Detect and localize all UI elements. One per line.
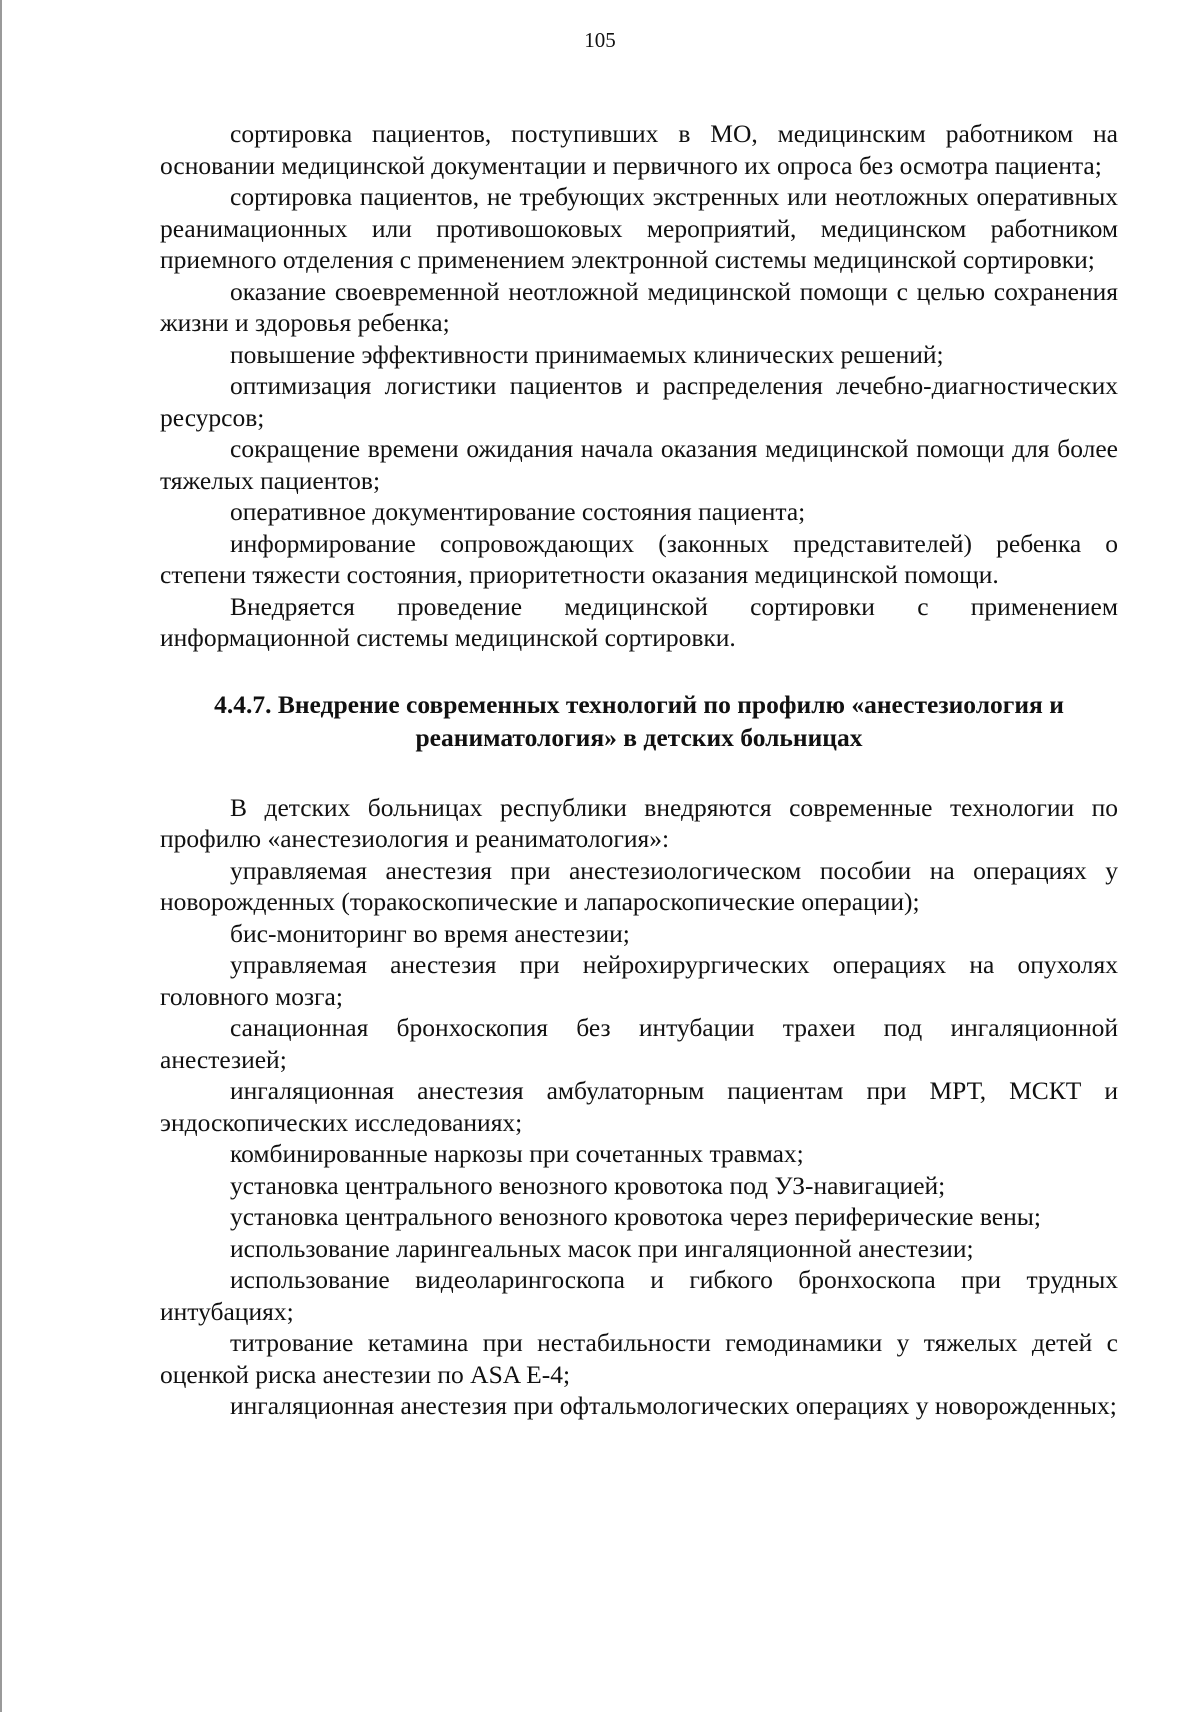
paragraph: титрование кетамина при нестабильности гемодинамики у тяжелых детей с оценкой риска анестезии по ASA E-4;	[160, 1328, 1118, 1389]
paragraph: оказание своевременной неотложной медицинской помощи с целью сохранения жизни и здоровья ребенка;	[160, 276, 1118, 337]
page-number: 105	[584, 28, 616, 52]
paragraph: оптимизация логистики пациентов и распределения лечебно-диагностических ресурсов;	[160, 371, 1118, 432]
section-heading-line: реаниматология» в детских больницах	[415, 722, 863, 752]
paragraph: использование видеоларингоскопа и гибкого бронхоскопа при трудных интубациях;	[160, 1265, 1118, 1326]
paragraph: сортировка пациентов, не требующих экстренных или неотложных оперативных реанимационных или противошоковых мероприятий, медицинском работником приемного отделения с применением электронной системы медицинской сортировки;	[160, 182, 1118, 274]
paragraph: ингаляционная анестезия при офтальмологических операциях у новорожденных;	[230, 1391, 1117, 1420]
paragraph: использование ларингеальных масок при ингаляционной анестезии;	[230, 1233, 974, 1263]
paragraph: комбинированные наркозы при сочетанных травмах;	[230, 1139, 804, 1168]
paragraph: установка центрального венозного кровотока под УЗ-навигацией;	[230, 1170, 946, 1200]
paragraph: сортировка пациентов, поступивших в МО, медицинским работником на основании медицинской документации и первичного их опроса без осмотра пациента;	[160, 119, 1118, 180]
paragraph: В детских больницах республики внедряются современные технологии по профилю «анестезиология и реаниматология»:	[160, 792, 1118, 853]
document-body	[160, 118, 1118, 1422]
paragraph: Внедряется проведение медицинской сортировки с применением информационной системы медицинской сортировки.	[160, 591, 1118, 652]
paragraph: бис-мониторинг во время анестезии;	[230, 918, 630, 948]
paragraph: информирование сопровождающих (законных представителей) ребенка о степени тяжести состояния, приоритетности оказания медицинской помощи.	[160, 528, 1118, 589]
paragraph: повышение эффективности принимаемых клинических решений;	[230, 339, 944, 369]
paragraph: оперативное документирование состояния пациента;	[230, 497, 806, 526]
paragraph: санационная бронхоскопия без интубации трахеи под ингаляционной анестезией;	[160, 1013, 1118, 1074]
scan-edge	[0, 0, 2, 1712]
paragraph: ингаляционная анестезия амбулаторным пациентам при МРТ, МСКТ и эндоскопических исследованиях;	[160, 1076, 1118, 1137]
paragraph: управляемая анестезия при анестезиологическом пособии на операциях у новорожденных (торакоскопические и лапароскопические операции);	[160, 855, 1118, 916]
section-heading-line: 4.4.7. Внедрение современных технологий по профилю «анестезиология и	[214, 689, 1064, 719]
paragraph: управляемая анестезия при нейрохирургических операциях на опухолях головного мозга;	[160, 950, 1118, 1011]
paragraph: сокращение времени ожидания начала оказания медицинской помощи для более тяжелых пациентов;	[160, 434, 1118, 495]
section-heading	[160, 688, 1118, 754]
paragraph: установка центрального венозного кровотока через периферические вены;	[230, 1202, 1041, 1231]
